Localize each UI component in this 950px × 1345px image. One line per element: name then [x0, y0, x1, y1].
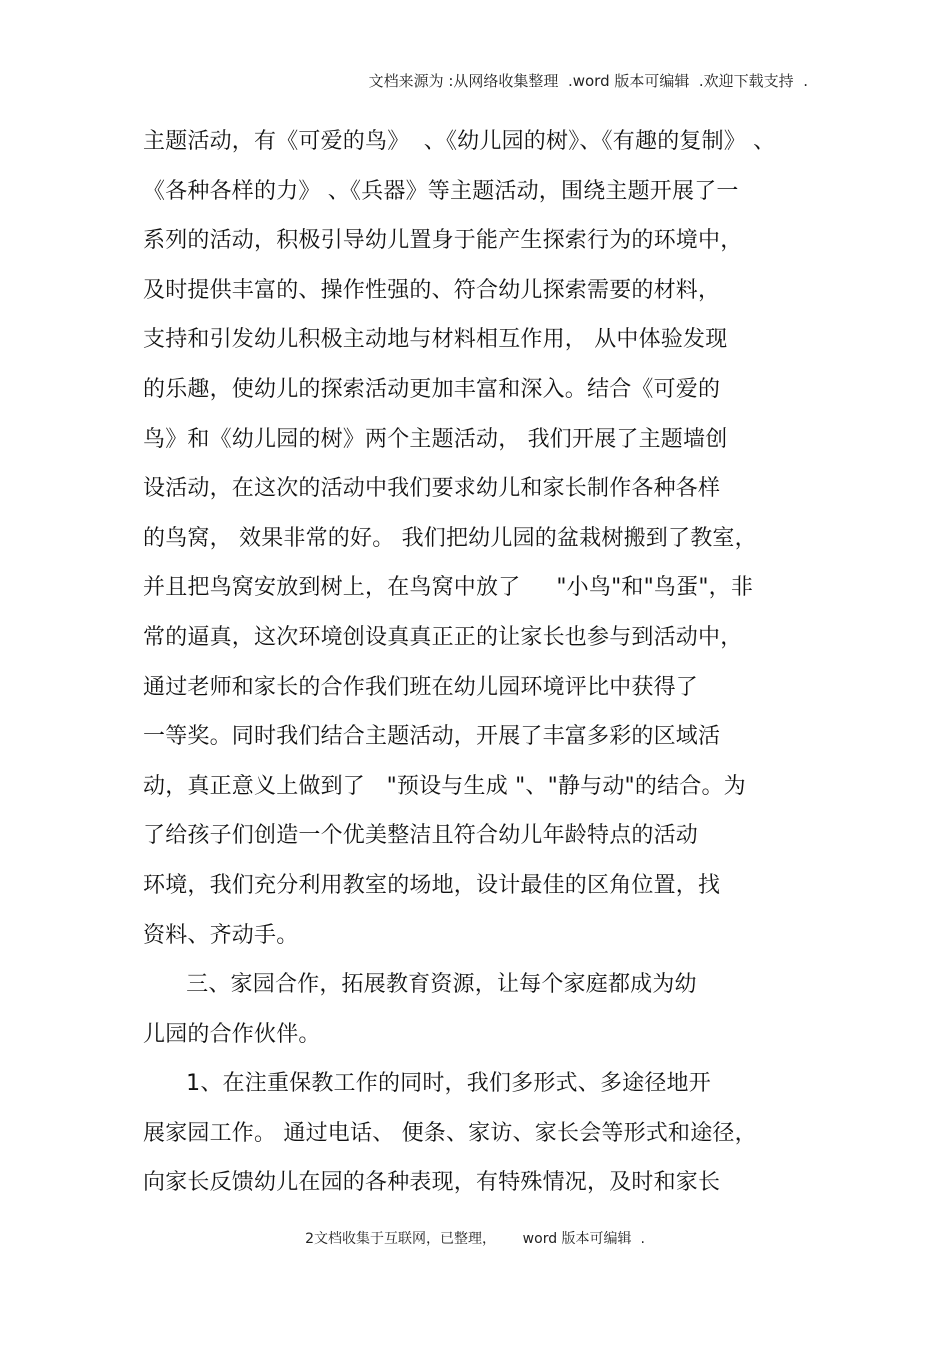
body-line: 向家长反馈幼儿在园的各种表现，有特殊情况，及时和家长 [143, 1170, 721, 1196]
page-footer: 2文档收集于互联网，已整理， word 版本可编辑 . [305, 1231, 645, 1247]
body-line: 系列的活动，积极引导幼儿置身于能产生探索行为的环境中， [143, 228, 743, 254]
body-line: 并且把鸟窝安放到树上，在鸟窝中放了 "小鸟"和"鸟蛋"，非 [143, 575, 754, 601]
body-line: 展家园工作。 通过电话、 便条、家访、家长会等形式和途径， [143, 1120, 757, 1146]
list-item-line: 1、在注重保教工作的同时，我们多形式、多途径地开 [143, 1071, 711, 1097]
body-line: 一等奖。同时我们结合主题活动，开展了丰富多彩的区域活 [143, 724, 721, 750]
body-line: 及时提供丰富的、操作性强的、符合幼儿探索需要的材料， [143, 277, 721, 303]
body-line: 鸟》和《幼儿园的树》两个主题活动， 我们开展了主题墙创 [143, 426, 728, 452]
body-line: 设活动，在这次的活动中我们要求幼儿和家长制作各种各样 [143, 476, 721, 502]
body-line: 资料、齐动手。 [143, 922, 299, 948]
body-line: 环境，我们充分利用教室的场地，设计最佳的区角位置，找 [143, 872, 721, 898]
body-line: 常的逼真，这次环境创设真真正正的让家长也参与到活动中， [143, 624, 743, 650]
document-body [143, 122, 823, 1213]
page-header: 文档来源为 :从网络收集整理 .word 版本可编辑 .欢迎下载支持 . [368, 72, 808, 90]
body-line: 通过老师和家长的合作我们班在幼儿园环境评比中获得了 [143, 674, 699, 700]
body-line: 支持和引发幼儿积极主动地与材料相互作用， 从中体验发现 [143, 327, 728, 353]
section-heading-line: 儿园的合作伙伴。 [143, 1021, 321, 1047]
body-line: 动，真正意义上做到了 "预设与生成 "、"静与动"的结合。为 [143, 773, 746, 799]
body-line: 主题活动，有《可爱的鸟》 、《幼儿园的树》、《有趣的复制》 、 [143, 129, 776, 154]
body-line: 了给孩子们创造一个优美整洁且符合幼儿年龄特点的活动 [143, 823, 699, 849]
section-heading-line: 三、家园合作，拓展教育资源，让每个家庭都成为幼 [143, 972, 697, 998]
body-line: 《各种各样的力》 、《兵器》等主题活动，围绕主题开展了一 [143, 178, 739, 204]
body-line: 的鸟窝， 效果非常的好。 我们把幼儿园的盆栽树搬到了教室， [143, 525, 757, 551]
body-line: 的乐趣，使幼儿的探索活动更加丰富和深入。结合《可爱的 [143, 376, 721, 402]
